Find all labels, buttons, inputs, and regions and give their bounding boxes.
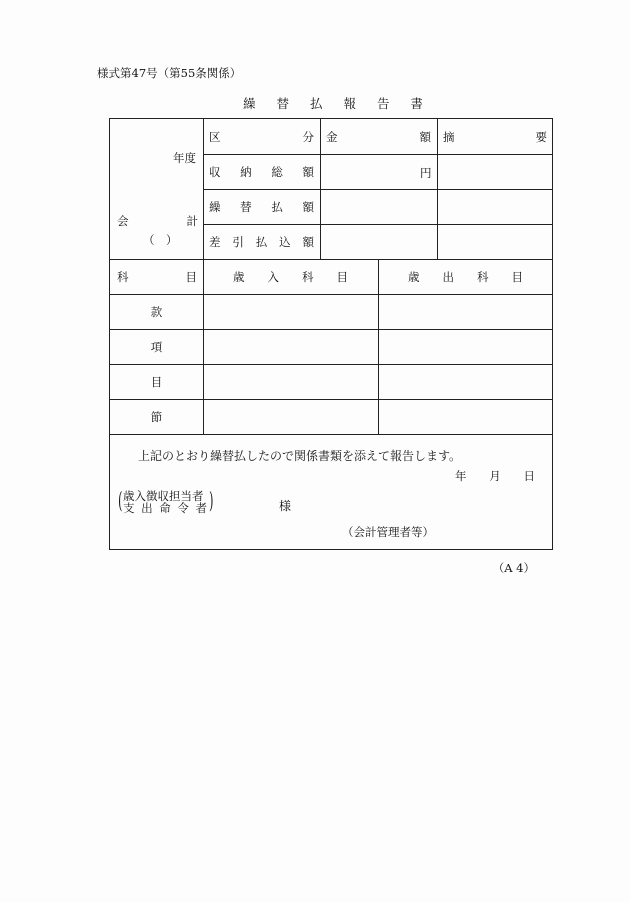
header-char: 歳 bbox=[408, 270, 420, 284]
rule bbox=[203, 189, 553, 190]
header-char: 分 bbox=[302, 130, 314, 144]
header-char: 歳 bbox=[233, 270, 245, 284]
row-kan: 款 bbox=[150, 305, 163, 319]
rule bbox=[320, 119, 321, 259]
row-label-char: 額 bbox=[302, 200, 314, 214]
header-char: 科 bbox=[117, 270, 129, 284]
row-label-char: 額 bbox=[302, 235, 314, 249]
row-label-char: 引 bbox=[232, 235, 244, 249]
header-tekiyo bbox=[443, 129, 547, 145]
header-char: 科 bbox=[302, 270, 314, 284]
rule bbox=[203, 119, 204, 434]
row-label-char: 納 bbox=[240, 165, 252, 179]
header-char: 金 bbox=[326, 130, 338, 144]
official-char: 令 bbox=[177, 501, 189, 515]
row-label-char: 込 bbox=[279, 235, 291, 249]
rule bbox=[437, 119, 438, 259]
official-char: 出 bbox=[141, 501, 153, 515]
header-kingaku bbox=[326, 129, 431, 145]
form-number: 様式第47号（第55条関係） bbox=[97, 66, 242, 80]
report-statement: 上記のとおり繰替払したので関係書類を添えて報告します。 bbox=[138, 449, 462, 463]
title-char: 報 bbox=[343, 96, 356, 111]
accounting-manager-label: （会計管理者等） bbox=[342, 525, 434, 539]
rule bbox=[203, 154, 553, 155]
rule bbox=[110, 399, 553, 400]
date-year: 年 bbox=[455, 469, 467, 483]
rule bbox=[378, 259, 379, 434]
official-char: 命 bbox=[159, 501, 171, 515]
row-label-advance-payment bbox=[209, 199, 314, 215]
official-line-2 bbox=[123, 502, 207, 514]
row-setsu: 節 bbox=[150, 410, 163, 424]
fiscal-year-label: 年度 bbox=[173, 151, 196, 165]
row-label-char: 払 bbox=[255, 235, 268, 249]
row-label-char: 額 bbox=[302, 165, 314, 179]
row-label-char: 差 bbox=[209, 235, 221, 249]
header-kamoku bbox=[117, 269, 197, 285]
official-line-1: 歳入徴収担当者 bbox=[123, 489, 204, 503]
header-char: 目 bbox=[185, 270, 197, 284]
accounting-char: 計 bbox=[186, 214, 198, 228]
rule bbox=[110, 259, 553, 260]
row-label-char: 替 bbox=[240, 200, 252, 214]
date-line bbox=[455, 468, 535, 484]
row-label-char: 総 bbox=[271, 165, 283, 179]
header-char: 要 bbox=[535, 130, 547, 144]
row-label-net-payment bbox=[209, 234, 314, 250]
title-char: 告 bbox=[376, 96, 390, 111]
header-char: 額 bbox=[419, 130, 431, 144]
date-month: 月 bbox=[489, 469, 501, 483]
header-kubun bbox=[209, 129, 314, 145]
bracket-left: ( bbox=[118, 489, 123, 514]
header-char: 入 bbox=[267, 270, 279, 284]
header-char: 科 bbox=[477, 270, 489, 284]
header-char: 目 bbox=[511, 270, 523, 284]
row-label-char: 払 bbox=[271, 200, 283, 214]
report-form bbox=[109, 118, 553, 550]
row-moku: 目 bbox=[150, 375, 163, 389]
title-char: 繰 bbox=[243, 96, 256, 111]
header-revenue-subject bbox=[233, 269, 348, 285]
rule bbox=[110, 329, 553, 330]
row-label-char: 繰 bbox=[209, 200, 221, 214]
header-char: 目 bbox=[336, 270, 348, 284]
rule bbox=[110, 364, 553, 365]
row-kou: 項 bbox=[150, 340, 163, 354]
official-title-block bbox=[118, 489, 214, 515]
header-char: 出 bbox=[442, 270, 454, 284]
header-expenditure-subject bbox=[408, 269, 523, 285]
title-char: 書 bbox=[410, 96, 423, 111]
header-char: 区 bbox=[209, 130, 221, 144]
date-day: 日 bbox=[523, 469, 535, 483]
accounting-char: 会 bbox=[117, 214, 129, 228]
title-char: 替 bbox=[276, 96, 289, 111]
rule bbox=[110, 294, 553, 295]
paper-size-note: （A 4） bbox=[492, 561, 535, 575]
sama-label: 様 bbox=[279, 499, 292, 513]
rule bbox=[203, 224, 553, 225]
rule bbox=[110, 434, 553, 435]
accounting-paren: （ ） bbox=[143, 233, 178, 247]
header-char: 摘 bbox=[443, 130, 455, 144]
yen-unit: 円 bbox=[420, 166, 432, 180]
official-char: 支 bbox=[123, 501, 135, 515]
row-label-char: 収 bbox=[209, 165, 221, 179]
document-title bbox=[243, 94, 423, 112]
title-char: 払 bbox=[309, 96, 323, 111]
official-char: 者 bbox=[195, 501, 207, 515]
bracket-right: ) bbox=[209, 489, 214, 514]
row-label-total-receipts bbox=[209, 164, 314, 180]
accounting-label bbox=[117, 213, 198, 229]
